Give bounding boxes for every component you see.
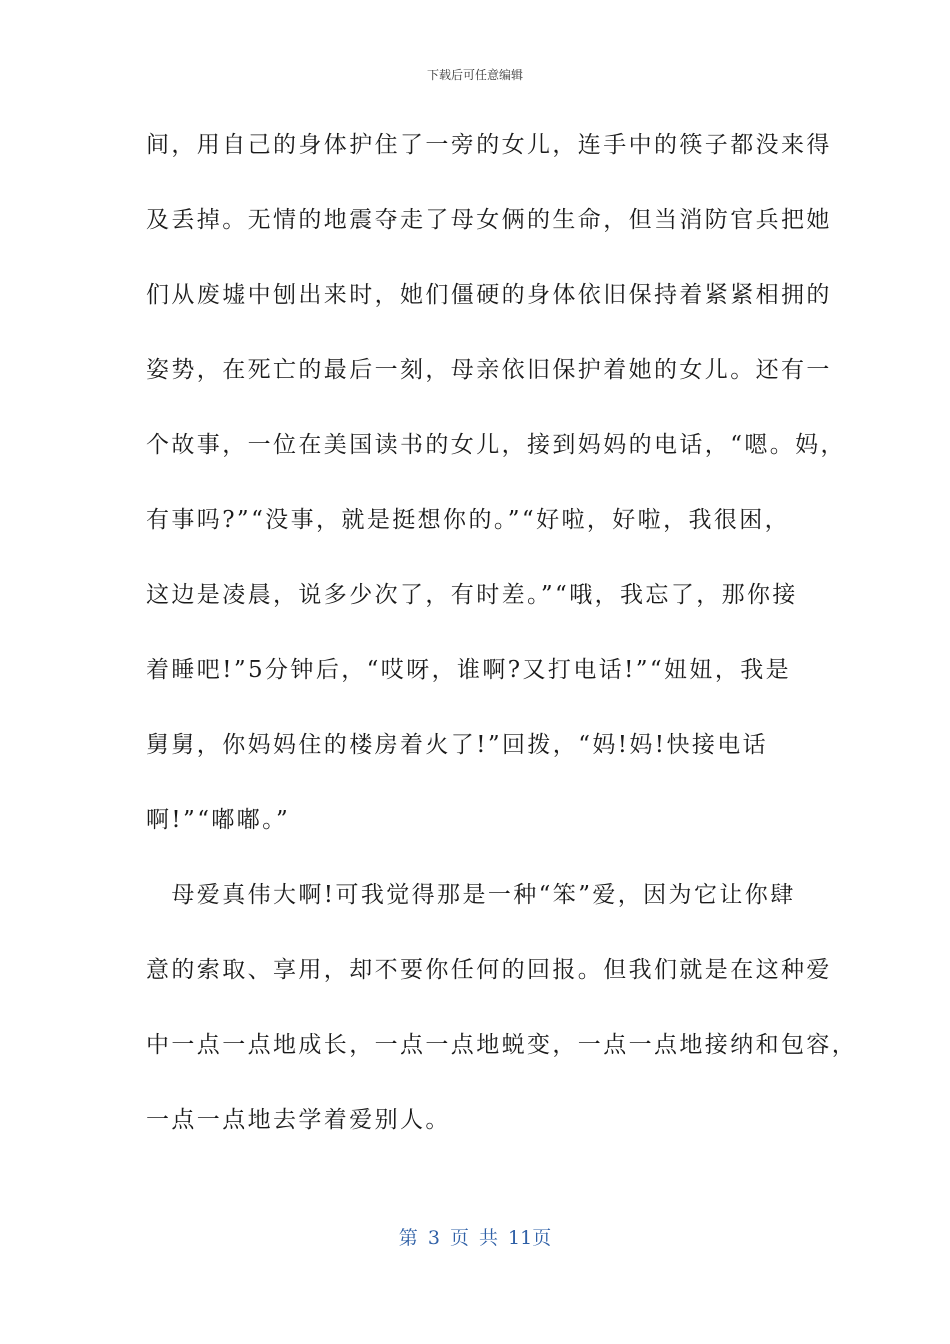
text-line: 们从废墟中刨出来时，她们僵硬的身体依旧保持着紧紧相拥的 bbox=[146, 282, 832, 308]
text-line: 个故事，一位在美国读书的女儿，接到妈妈的电话，“嗯。妈， bbox=[146, 432, 846, 458]
page-header: 下载后可任意编辑 bbox=[426, 68, 523, 82]
text-line: 这边是凌晨，说多少次了，有时差。”“哦，我忘了，那你接 bbox=[146, 582, 798, 608]
text-line: 意的索取、享用，却不要你任何的回报。但我们就是在这种爱 bbox=[146, 957, 832, 983]
text-line: 着睡吧!”5分钟后，“哎呀，谁啊?又打电话!”“妞妞，我是 bbox=[146, 657, 792, 683]
page-number-footer: 第 3 页 共 11页 bbox=[398, 1227, 552, 1249]
text-line: 姿势，在死亡的最后一刻，母亲依旧保护着她的女儿。还有一 bbox=[146, 357, 832, 383]
text-line: 及丢掉。无情的地震夺走了母女俩的生命，但当消防官兵把她 bbox=[146, 207, 832, 233]
text-line: 一点一点地去学着爱别人。 bbox=[146, 1107, 451, 1133]
text-line: 有事吗?”“没事，就是挺想你的。”“好啦，好啦，我很困， bbox=[146, 507, 791, 533]
text-line: 中一点一点地成长，一点一点地蜕变，一点一点地接纳和包容， bbox=[146, 1032, 858, 1058]
text-line: 母爱真伟大啊!可我觉得那是一种“笨”爱，因为它让你肆 bbox=[146, 882, 796, 908]
text-line: 啊!”“嘟嘟。” bbox=[146, 807, 291, 833]
text-line: 间，用自己的身体护住了一旁的女儿，连手中的筷子都没来得 bbox=[146, 132, 832, 158]
text-line: 舅舅，你妈妈住的楼房着火了!”回拨，“妈!妈!快接电话 bbox=[146, 732, 769, 758]
